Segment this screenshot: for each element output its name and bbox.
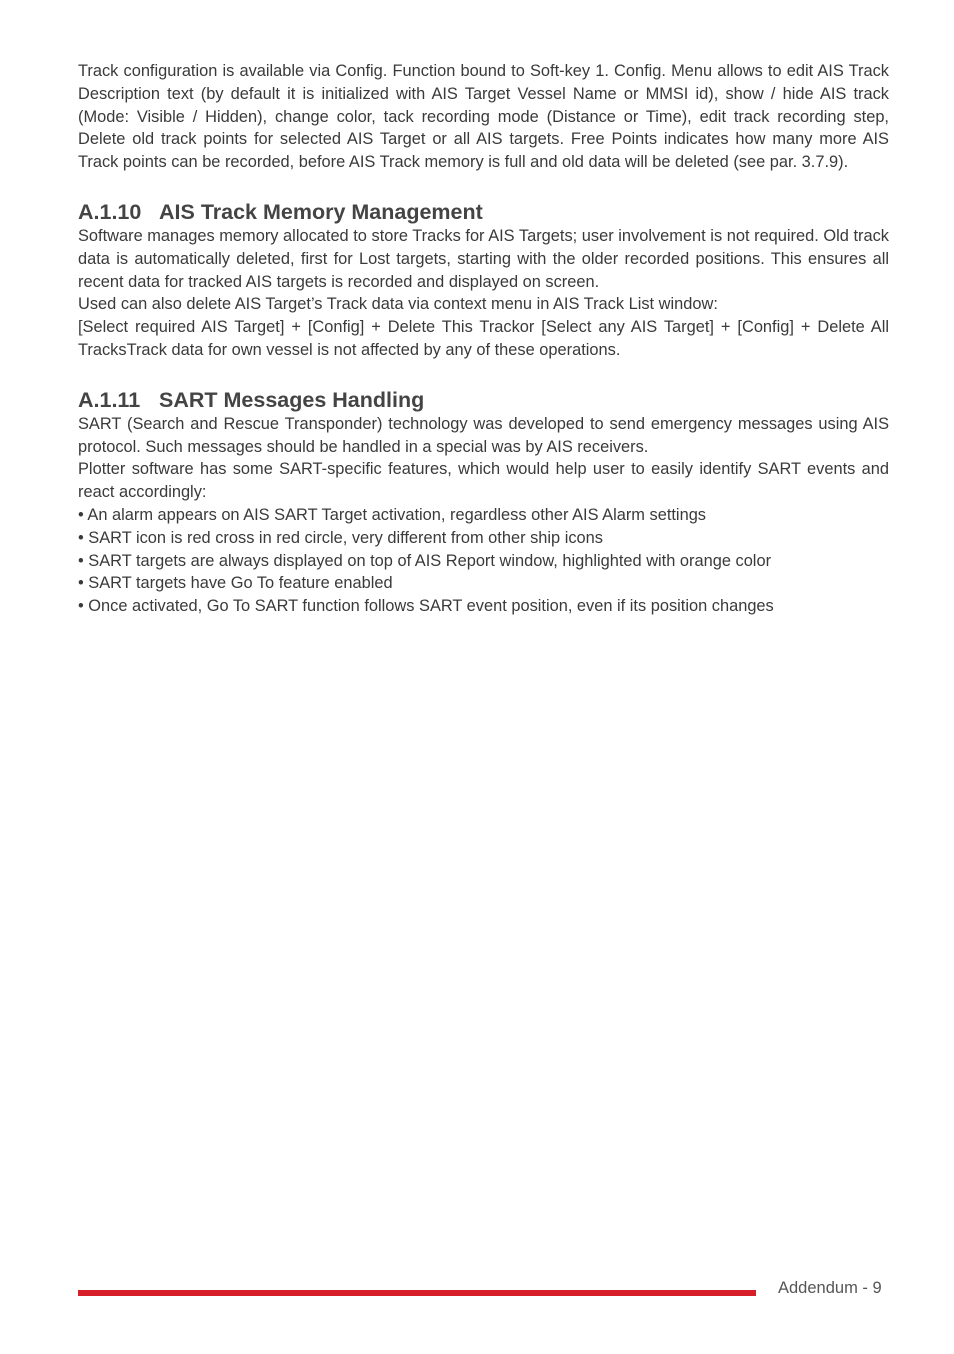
list-item: • Once activated, Go To SART function follows SART event position, even if its position changes: [78, 597, 774, 616]
section-heading-a110: [78, 199, 889, 225]
paragraph: Used can also delete AIS Target’s Track data via context menu in AIS Track List window:: [78, 295, 718, 314]
list-item: • SART targets are always displayed on top of AIS Report window, highlighted with orange color: [78, 551, 772, 570]
footer-divider-bar: [78, 1290, 756, 1296]
paragraph: SART (Search and Rescue Transponder) technology was developed to send emergency messages using AIS protocol. Such messages should be handled in a special was by AIS receivers.: [78, 414, 889, 456]
intro-paragraph: Track configuration is available via Config. Function bound to Soft-key 1. Config. Menu allows to edit AIS Track Description text (by default it is initialized with AIS Target Vessel Name or MMSI id), show / hide AIS track (Mode: Visible / Hidden), change color, tack recording mode (Distance or Time), edit track recording step, Delete old track points for selected AIS Target or all AIS targets. Free Points indicates how many more AIS Track points can be recorded, before AIS Track memory is full and old data will be deleted (see par. 3.7.9).: [78, 62, 889, 172]
section-number: A.1.10: [78, 199, 142, 224]
paragraph: [Select required AIS Target] + [Config] + Delete This Trackor [Select any AIS Target] + [Config] + Delete All TracksTrack data for own vessel is not affected by any of these operations.: [78, 318, 889, 359]
paragraph: Plotter software has some SART-specific features, which would help user to easily identify SART events and react accordingly:: [78, 460, 889, 502]
section-number: A.1.11: [78, 387, 141, 412]
bullet-list: [78, 504, 889, 618]
list-item: • SART icon is red cross in red circle, very different from other ship icons: [78, 528, 603, 547]
page-number-label: Addendum - 9: [778, 1279, 882, 1297]
paragraph: Software manages memory allocated to store Tracks for AIS Targets; user involvement is not required. Old track data is automatically deleted, first for Lost targets, starting with the older recorded positions. This ensures all recent data for tracked AIS targets is recorded and displayed on screen.: [78, 226, 889, 291]
section-title: AIS Track Memory Management: [159, 199, 483, 224]
page-content: [78, 60, 889, 618]
list-item: • SART targets have Go To feature enabled: [78, 574, 393, 593]
section-heading-a111: [78, 387, 889, 413]
section-title: SART Messages Handling: [159, 387, 425, 412]
list-item: • An alarm appears on AIS SART Target activation, regardless other AIS Alarm settings: [78, 505, 707, 524]
